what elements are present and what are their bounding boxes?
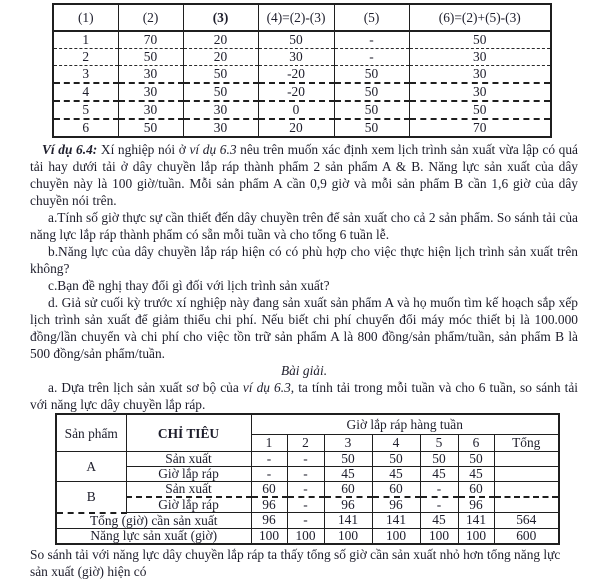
table1-cell: 30 xyxy=(409,83,551,101)
table1-cell: 5 xyxy=(53,101,118,119)
table1-row xyxy=(53,49,551,66)
table1-cell: 50 xyxy=(334,101,409,119)
table2-cell: 96 xyxy=(251,513,287,529)
table2-cell: 100 xyxy=(420,528,458,544)
table2-cell: 96 xyxy=(458,497,494,513)
table2-cell: 60 xyxy=(251,482,287,498)
table1-header-cell: (6)=(2)+(5)-(3) xyxy=(409,4,551,31)
table2-header-row xyxy=(56,414,559,435)
table2-week-col: 6 xyxy=(458,435,494,452)
table2-row-total xyxy=(56,513,559,529)
table2-cell: - xyxy=(251,452,287,467)
table1-cell: 50 xyxy=(118,49,183,66)
table1-cell: 50 xyxy=(334,83,409,101)
table2-cell: 100 xyxy=(287,528,324,544)
table1-cell: 50 xyxy=(258,31,334,49)
table1-cell: 20 xyxy=(258,119,334,137)
table2-cell: 100 xyxy=(251,528,287,544)
table2-cell: 141 xyxy=(324,513,372,529)
paragraph-solution-a xyxy=(30,379,578,413)
table2-header-criteria: CHỈ TIÊU xyxy=(126,414,251,452)
table2-cell: 96 xyxy=(324,497,372,513)
page-content xyxy=(30,3,578,579)
table2-cell: 60 xyxy=(324,482,372,498)
table2-cell: 50 xyxy=(324,452,372,467)
table2-cell: 50 xyxy=(372,452,420,467)
table2-week-col: Tổng xyxy=(494,435,559,452)
table1-row xyxy=(53,119,551,137)
table2-cell: 50 xyxy=(420,452,458,467)
solution-a-pre: a. Dựa trên lịch sản xuất sơ bộ của xyxy=(48,380,243,395)
table1-row xyxy=(53,66,551,84)
paragraph-question-d: d. Giả sử cuối kỳ trước xí nghiệp này đang sản xuất sản phẩm A và họ muốn tìm kế hoạch sắp xếp lịch trình sản xuất để giảm thiểu chi phí. Nếu biết chi phí chuyển đổi máy móc thiết bị là 100.000 đồng/lần chuyển và chi phí cho việc tồn trữ sản phẩm A là 800 đồng/sản phẩm/tuần, sản phẩm B là 500 đồng/sản phẩm/tuần. xyxy=(30,295,578,361)
table1-header-cell: (5) xyxy=(334,4,409,31)
table2-row-label: Sản xuất xyxy=(126,452,251,467)
table1-cell: 50 xyxy=(334,119,409,137)
table2-cell: 100 xyxy=(372,528,420,544)
table2-product-b: B xyxy=(56,482,126,513)
table2-cell: 45 xyxy=(372,467,420,482)
table2-total-label: Tổng (giờ) cần sản xuất xyxy=(56,513,251,529)
table1-cell: 1 xyxy=(53,31,118,49)
table2-cell: 100 xyxy=(458,528,494,544)
table2-cell: - xyxy=(287,497,324,513)
table1-row xyxy=(53,31,551,49)
intro-text-rest: nêu trên muốn xác định xem lịch trình sản xuất vừa lập có quá tải hay dưới tải ở dây chuyền lắp ráp thành phẩm 2 sản phẩm A & B. Năng lực sản xuất của dây chuyền này là 100 giờ/tuần. Mỗi sản phẩm A cần 0,9 giờ và mỗi sản phẩm B cần 1,6 giờ của dây chuyền nói trên. xyxy=(30,142,578,208)
paragraph-example-intro xyxy=(30,141,578,209)
table1-header-cell: (3) xyxy=(183,4,258,31)
table1-cell: 30 xyxy=(183,101,258,119)
table2-cell xyxy=(494,452,559,467)
table1-cell: 50 xyxy=(183,66,258,84)
table2-cell: 45 xyxy=(420,467,458,482)
table2-cell: - xyxy=(420,497,458,513)
load-comparison-table xyxy=(55,413,560,545)
table2-cell: 45 xyxy=(458,467,494,482)
table2-cell: 96 xyxy=(251,497,287,513)
table2-cell: 141 xyxy=(458,513,494,529)
example-label: Ví dụ 6.4: xyxy=(42,142,98,157)
table2-cell xyxy=(494,482,559,498)
table1-cell: 20 xyxy=(183,49,258,66)
table1-cell: 20 xyxy=(183,31,258,49)
clipped-text-line: So sánh tải với năng lực dây chuyền lắp ráp ta thấy tổng số giờ cần sản xuất nhỏ hơn tổng năng lực sản xuất (giờ) hiện có xyxy=(30,546,561,579)
table1-header-cell: (1) xyxy=(53,4,118,31)
table1-cell: 70 xyxy=(409,119,551,137)
table1-row xyxy=(53,101,551,119)
table2-cell xyxy=(494,497,559,513)
table1-cell: 30 xyxy=(183,119,258,137)
production-schedule-table xyxy=(52,3,552,138)
table1-cell: 50 xyxy=(118,119,183,137)
table1-cell: -20 xyxy=(258,83,334,101)
table2-cell xyxy=(494,467,559,482)
table1-cell: 0 xyxy=(258,101,334,119)
table1-cell: 30 xyxy=(118,66,183,84)
solution-heading: Bài giải. xyxy=(280,363,328,378)
paragraph-question-a: a.Tính số giờ thực sự cần thiết đến dây chuyền trên để sản xuất cho cả 2 sản phẩm. So sánh tải của năng lực lắp ráp thành phẩm có sẵn mỗi tuần và cho tổng 6 tuần lễ. xyxy=(30,210,578,242)
table1-cell: 6 xyxy=(53,119,118,137)
table1-cell: 2 xyxy=(53,49,118,66)
solution-a-rest: , ta tính tải trong mỗi tuần và cho 6 tuần, so sánh tải với năng lực dây chuyền lắp ráp. xyxy=(30,380,578,412)
table2-week-col: 1 xyxy=(251,435,287,452)
table1-cell: 50 xyxy=(334,66,409,84)
table2-week-col: 4 xyxy=(372,435,420,452)
table1-cell: 70 xyxy=(118,31,183,49)
table1-cell: -20 xyxy=(258,66,334,84)
table1-cell: 50 xyxy=(183,83,258,101)
table2-cell: 60 xyxy=(372,482,420,498)
table2-cell: - xyxy=(420,482,458,498)
table2-header-weeks: Giờ lắp ráp hàng tuần xyxy=(251,414,559,435)
table2-row-b-hours xyxy=(56,497,559,513)
example-reference: ví dụ 6.3 xyxy=(242,380,291,395)
table2-cell: - xyxy=(251,467,287,482)
table2-cell: - xyxy=(287,467,324,482)
table2-cell: 100 xyxy=(324,528,372,544)
table1-cell: 4 xyxy=(53,83,118,101)
table2-row-a-production xyxy=(56,452,559,467)
table2-capacity-label: Năng lực sản xuất (giờ) xyxy=(56,528,251,544)
table1-cell: 30 xyxy=(118,83,183,101)
table2-row-capacity xyxy=(56,528,559,544)
table1-header-cell: (2) xyxy=(118,4,183,31)
table1-cell: 30 xyxy=(409,66,551,84)
table2-header-product: Sản phẩm xyxy=(56,414,126,452)
table2-cell: 141 xyxy=(372,513,420,529)
table1-cell: 30 xyxy=(258,49,334,66)
table1-cell: - xyxy=(334,31,409,49)
paragraph-question-c: c.Bạn đề nghị thay đổi gì đối với lịch trình sản xuất? xyxy=(48,278,330,293)
table1-row xyxy=(53,83,551,101)
table2-cell: - xyxy=(287,482,324,498)
table2-row-label: Giờ lắp ráp xyxy=(126,467,251,482)
table1-cell: 50 xyxy=(409,31,551,49)
table2-week-col: 2 xyxy=(287,435,324,452)
table1-cell: 3 xyxy=(53,66,118,84)
table1-cell: - xyxy=(334,49,409,66)
table2-cell: - xyxy=(287,513,324,529)
table1-cell: 50 xyxy=(409,101,551,119)
table2-cell: 600 xyxy=(494,528,559,544)
table2-cell: 60 xyxy=(458,482,494,498)
paragraph-question-b: b.Năng lực của dây chuyền lắp ráp hiện có có phù hợp cho việc thực hiện lịch trình sản xuất trên không? xyxy=(30,244,578,276)
table2-cell: 45 xyxy=(324,467,372,482)
table2-cell: 96 xyxy=(372,497,420,513)
table2-product-a: A xyxy=(56,452,126,482)
table2-row-label: Giờ lắp ráp xyxy=(126,497,251,513)
table2-row-a-hours xyxy=(56,467,559,482)
table2-week-col: 3 xyxy=(324,435,372,452)
table2-week-col: 5 xyxy=(420,435,458,452)
example-reference: ví dụ 6.3 xyxy=(189,142,237,157)
table1-cell: 30 xyxy=(409,49,551,66)
table2-row-label: Sản xuất xyxy=(126,482,251,498)
table2-cell: 564 xyxy=(494,513,559,529)
table1-cell: 30 xyxy=(118,101,183,119)
table2-cell: 45 xyxy=(420,513,458,529)
intro-text-pre: Xí nghiệp nói ở xyxy=(97,142,190,157)
table1-header-row xyxy=(53,4,551,31)
table2-row-b-production xyxy=(56,482,559,498)
table1-header-cell: (4)=(2)-(3) xyxy=(258,4,334,31)
table2-cell: 50 xyxy=(458,452,494,467)
table2-cell: - xyxy=(287,452,324,467)
